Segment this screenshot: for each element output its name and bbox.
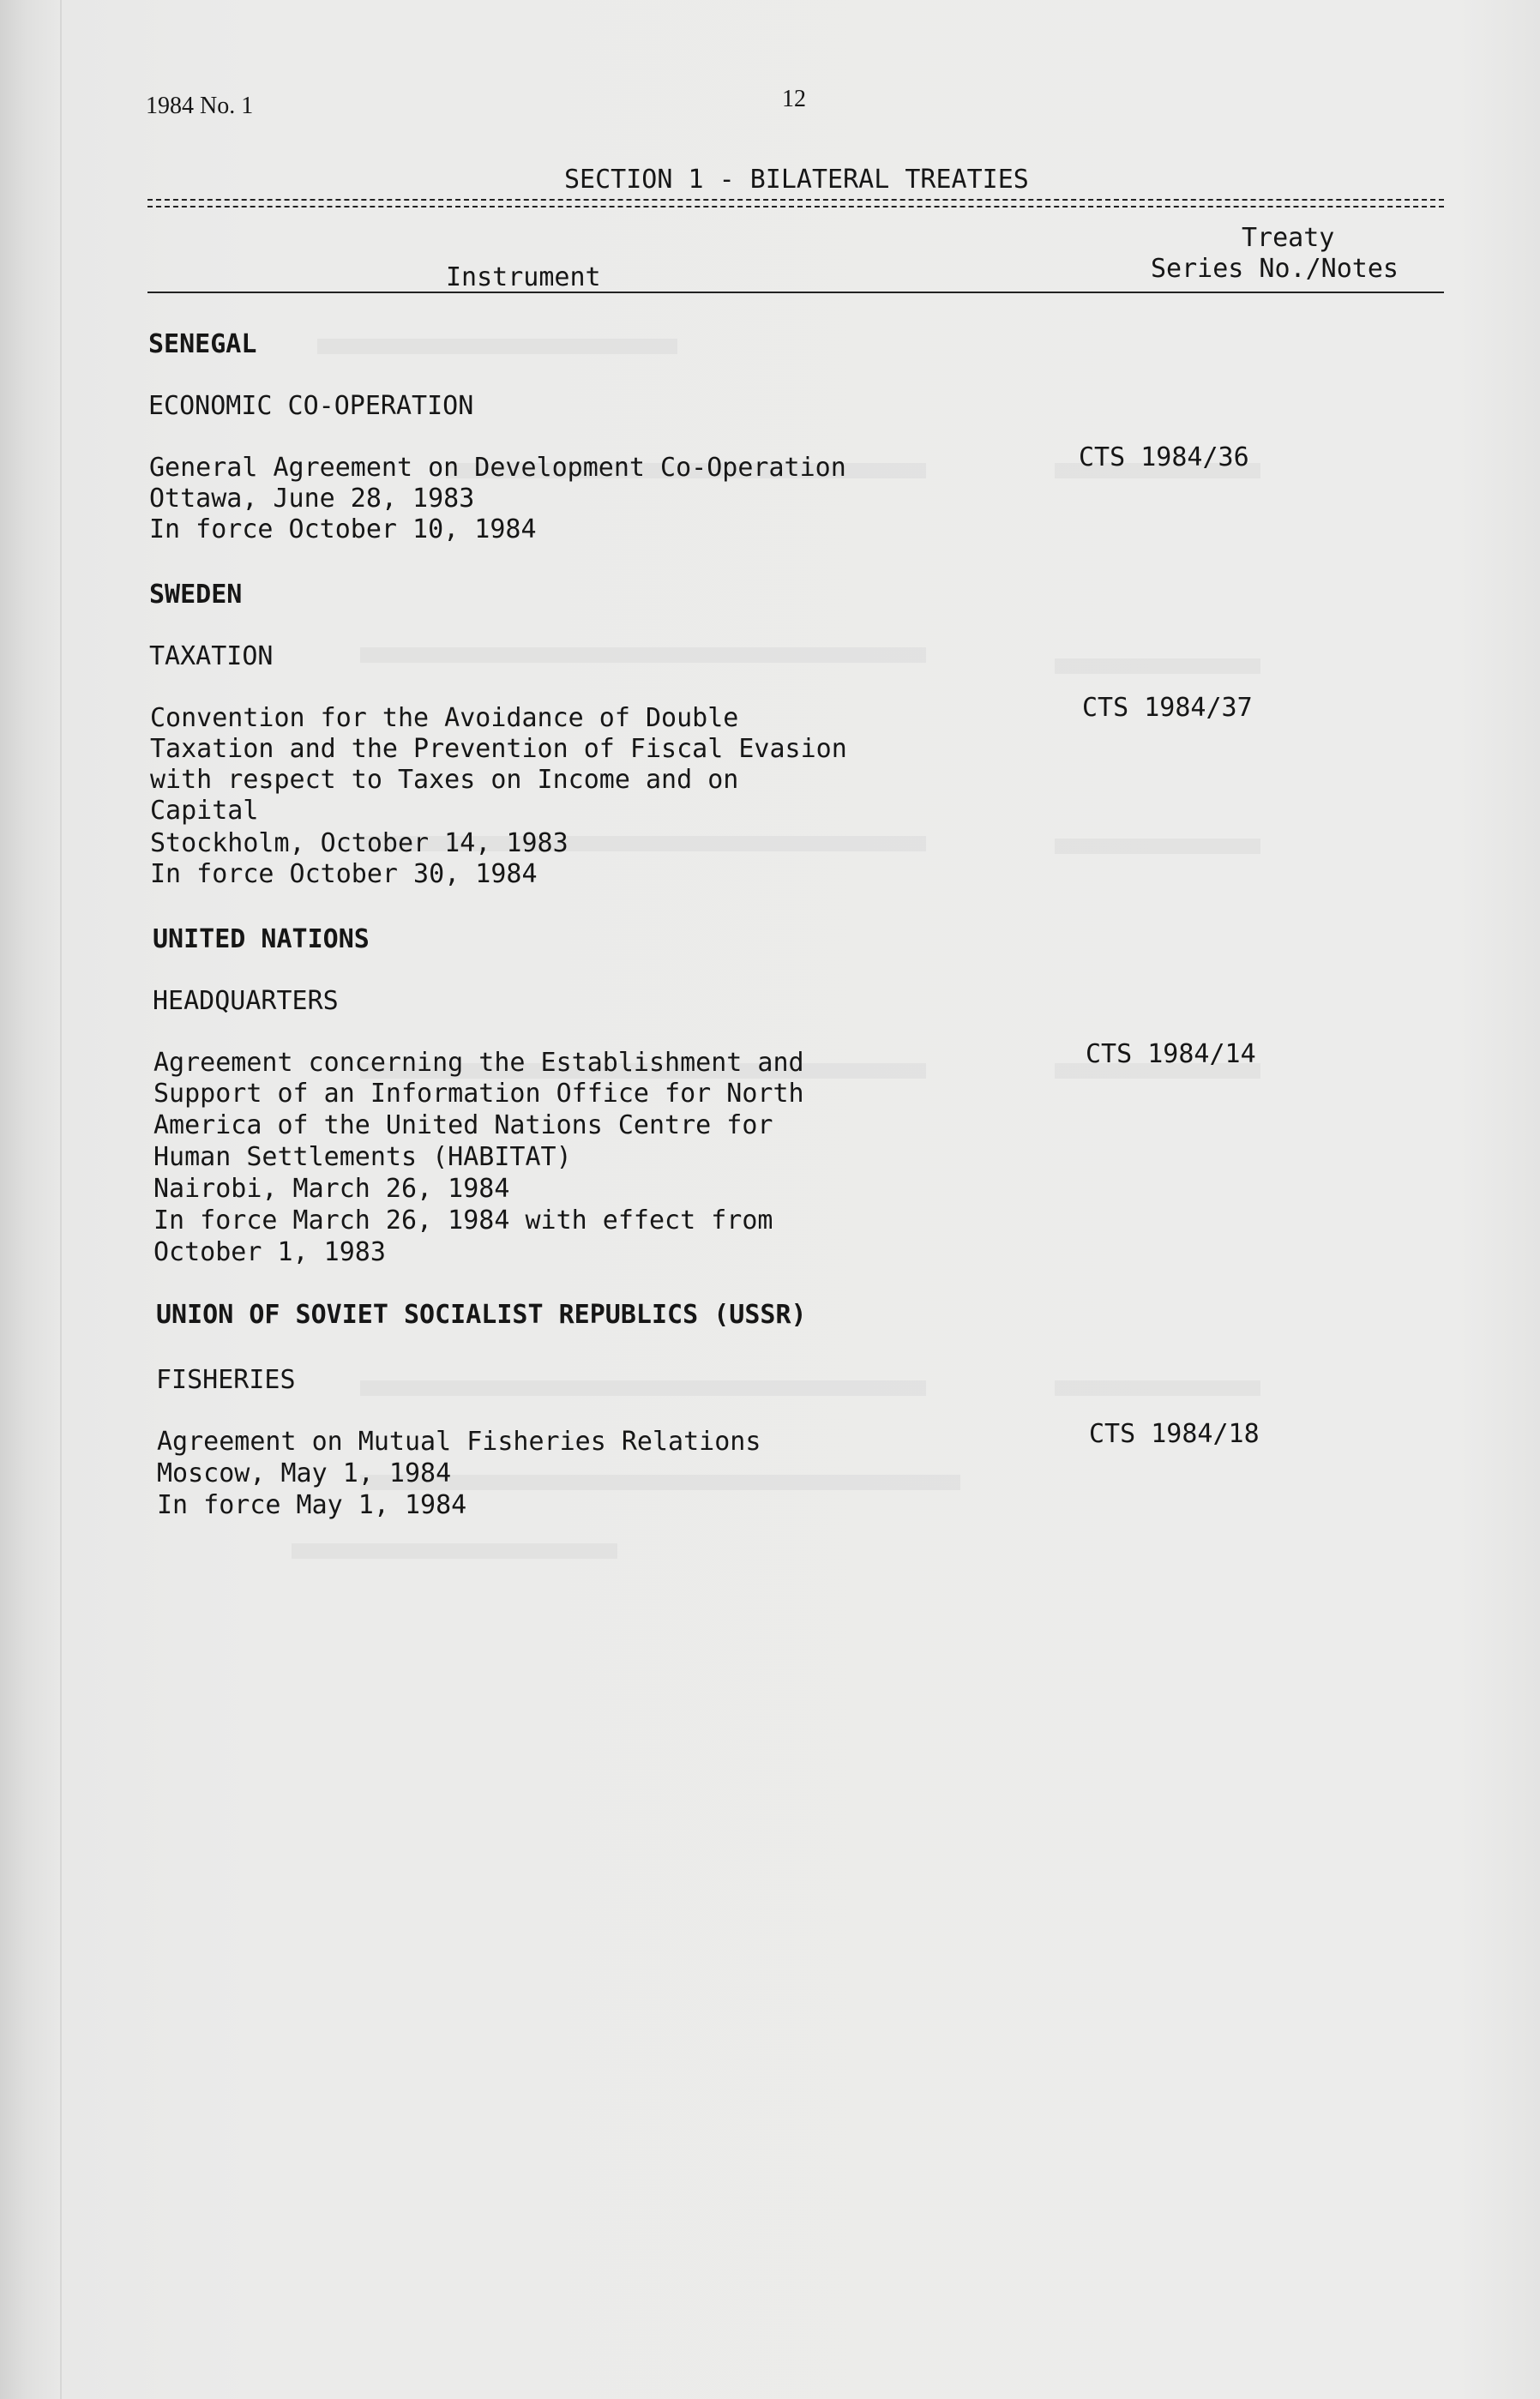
instrument-line: In force October 30, 1984 <box>150 859 538 889</box>
subject-heading: ECONOMIC CO-OPERATION <box>148 391 474 421</box>
header-underline <box>147 292 1444 293</box>
instrument-line: Taxation and the Prevention of Fiscal Evasion <box>150 734 847 764</box>
column-header-series: Series No./Notes <box>1151 254 1399 284</box>
page-number: 12 <box>782 86 806 112</box>
treaty-series-ref: CTS 1984/36 <box>1079 442 1249 472</box>
instrument-line: Ottawa, June 28, 1983 <box>149 484 475 514</box>
treaty-series-ref: CTS 1984/14 <box>1086 1039 1256 1069</box>
country-heading: UNITED NATIONS <box>153 924 370 954</box>
column-header-instrument: Instrument <box>446 262 601 292</box>
instrument-line: Agreement concerning the Establishment and <box>153 1048 804 1078</box>
instrument-line: In force March 26, 1984 with effect from <box>153 1206 773 1236</box>
column-header-treaty: Treaty <box>1242 223 1335 253</box>
instrument-line: October 1, 1983 <box>153 1237 386 1267</box>
treaty-series-ref: CTS 1984/37 <box>1082 693 1253 723</box>
treaty-series-ref: CTS 1984/18 <box>1089 1419 1260 1449</box>
subject-heading: HEADQUARTERS <box>153 986 339 1016</box>
instrument-line: Convention for the Avoidance of Double <box>150 703 739 733</box>
instrument-line: Nairobi, March 26, 1984 <box>153 1174 510 1204</box>
binding-gutter <box>60 0 62 2399</box>
subject-heading: FISHERIES <box>156 1365 296 1395</box>
instrument-line: Human Settlements (HABITAT) <box>153 1142 572 1172</box>
section-title: SECTION 1 - BILATERAL TREATIES <box>564 165 1029 195</box>
instrument-line: Agreement on Mutual Fisheries Relations <box>157 1427 761 1457</box>
instrument-line: Capital <box>150 796 259 826</box>
country-heading: SENEGAL <box>148 329 257 359</box>
instrument-line: with respect to Taxes on Income and on <box>150 765 739 795</box>
country-heading: UNION OF SOVIET SOCIALIST REPUBLICS (USSR) <box>156 1300 807 1330</box>
instrument-line: In force October 10, 1984 <box>149 514 537 544</box>
instrument-line: Stockholm, October 14, 1983 <box>150 828 568 858</box>
double-rule-divider <box>147 199 1444 207</box>
instrument-line: America of the United Nations Centre for <box>153 1110 773 1140</box>
instrument-line: General Agreement on Development Co-Operation <box>149 453 846 483</box>
instrument-line: Moscow, May 1, 1984 <box>157 1458 452 1488</box>
issue-number: 1984 No. 1 <box>146 93 254 119</box>
instrument-line: In force May 1, 1984 <box>157 1490 467 1520</box>
instrument-line: Support of an Information Office for North <box>153 1079 804 1109</box>
subject-heading: TAXATION <box>149 641 274 671</box>
country-heading: SWEDEN <box>149 580 243 610</box>
